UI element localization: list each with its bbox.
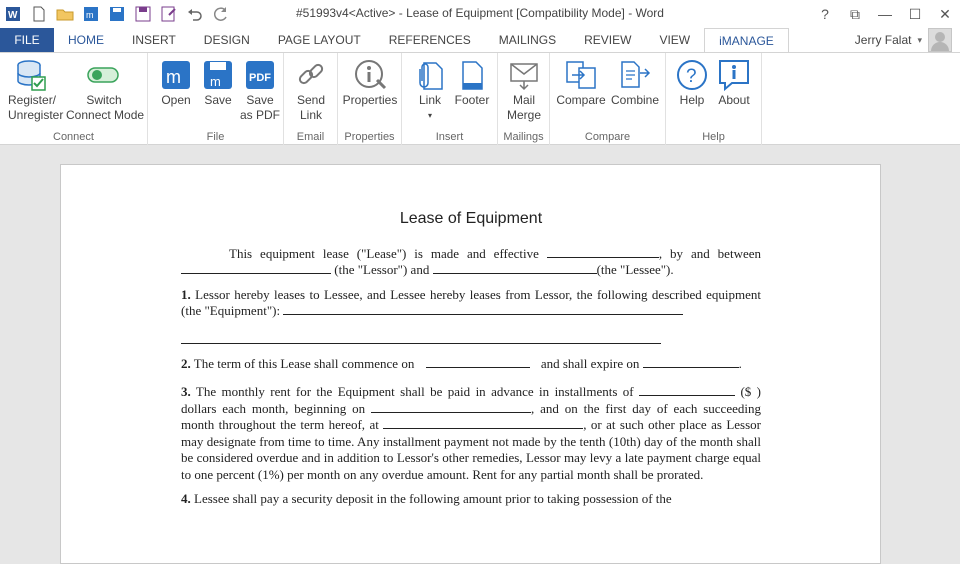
group-label-help: Help <box>702 131 725 143</box>
payment-place-blank <box>383 417 583 429</box>
sendlink-label-1: Send <box>296 93 326 107</box>
title-bar <box>0 0 960 28</box>
combine-icon <box>610 57 660 93</box>
sendlink-label-2: Link <box>299 108 322 122</box>
commence-date-blank <box>426 356 530 368</box>
beginning-date-blank <box>371 401 531 413</box>
mailmerge-label-1: Mail <box>512 93 535 107</box>
envelope-merge-icon <box>502 57 546 93</box>
saveaspdf-label-2: as PDF <box>239 108 280 122</box>
svg-text:PDF: PDF <box>249 72 271 84</box>
open-button[interactable] <box>154 57 198 108</box>
imanage-save-icon[interactable] <box>104 1 130 27</box>
paragraph-4: 4. Lessee shall pay a security deposit in the following amount prior to taking possession of the <box>181 491 672 506</box>
open-folder-icon[interactable] <box>52 1 78 27</box>
equipment-blank <box>283 303 683 315</box>
tab-file[interactable]: FILE <box>0 28 54 52</box>
tab-imanage[interactable]: iMANAGE <box>704 28 789 53</box>
tab-references[interactable]: REFERENCES <box>388 33 471 47</box>
redo-icon[interactable] <box>208 1 234 27</box>
mailmerge-label-2: Merge <box>506 108 541 122</box>
undo-icon[interactable] <box>182 1 208 27</box>
group-file <box>148 53 284 145</box>
save-icon[interactable] <box>130 1 156 27</box>
paragraph-1: 1. Lessor hereby leases to Lessee, and Lessee hereby leases from Lessor, the following described equipment (the "Equipment"): <box>181 286 762 318</box>
word-icon[interactable] <box>0 1 26 27</box>
group-connect <box>0 53 148 145</box>
tab-design[interactable]: DESIGN <box>203 33 250 47</box>
mail-merge-button[interactable] <box>502 57 546 123</box>
combine-button[interactable] <box>610 57 660 108</box>
svg-text:m: m <box>166 67 181 87</box>
group-help <box>666 53 762 145</box>
properties-button[interactable] <box>341 57 399 108</box>
imanage-open-icon <box>154 57 198 93</box>
paragraph-intro: This equipment lease ("Lease") is made and effective , by and between (the "Lessor") and (the "Lessee"). <box>181 246 761 279</box>
paragraph-3: 3. The monthly rent for the Equipment shall be paid in advance in installments of ($ ) dollars each month, beginning on , and on the first day of each succeeding month throughout the term hereof, at , or at such other place as Lessor may designate from time to time. Any installment payment not made by the tenth (10th) day of the month shall be considered overdue and in addition to Lessor's other remedies, Lessor may levy a late payment charge equal to one percent (1%) per month on any overdue amount. Rent for any partial month shall be prorated. <box>181 384 762 482</box>
about-label: About <box>718 93 750 107</box>
document-title: Lease of Equipment <box>399 210 543 227</box>
group-label-mailings: Mailings <box>503 131 544 143</box>
compare-icon <box>556 57 606 93</box>
group-properties <box>338 53 402 145</box>
expire-date-blank <box>643 356 739 368</box>
ribbon-tabs <box>0 28 960 52</box>
link-chain-icon <box>289 57 333 93</box>
save-button[interactable] <box>196 57 240 108</box>
paperclip-icon <box>408 57 452 93</box>
group-label-properties: Properties <box>344 131 395 143</box>
tab-page-layout[interactable]: PAGE LAYOUT <box>277 33 361 47</box>
tab-review[interactable]: REVIEW <box>584 33 632 47</box>
group-label-insert: Insert <box>435 131 464 143</box>
link-dropdown-icon[interactable]: ▾ <box>427 111 432 120</box>
group-compare <box>550 53 666 145</box>
equipment-blank-line <box>181 328 661 344</box>
document-area <box>0 146 960 542</box>
open-label: Open <box>161 93 191 107</box>
combine-label: Combine <box>610 93 660 107</box>
tab-insert[interactable]: INSERT <box>132 33 176 47</box>
new-document-icon[interactable] <box>26 1 52 27</box>
footer-label: Footer <box>454 93 490 107</box>
window-title: #51993v4<Active> - Lease of Equipment [Compatibility Mode] - Word <box>296 6 664 20</box>
lessee-blank <box>433 262 597 274</box>
toggle-icon <box>66 57 142 93</box>
tab-home[interactable]: HOME <box>68 33 104 47</box>
send-link-button[interactable] <box>289 57 333 123</box>
ribbon-display-icon[interactable]: ⧉ <box>850 5 860 22</box>
installment-amount-blank <box>639 384 735 396</box>
avatar <box>928 28 952 52</box>
close-icon[interactable]: ✕ <box>939 5 951 22</box>
maximize-icon[interactable]: ☐ <box>908 5 922 22</box>
switch-label-1: Switch <box>86 93 122 107</box>
database-icon <box>8 57 54 93</box>
footer-button[interactable] <box>450 57 494 108</box>
register-label-2: Unregister <box>8 108 64 122</box>
svg-text:?: ? <box>686 66 697 87</box>
quick-access-toolbar <box>0 0 234 28</box>
compare-label: Compare <box>556 93 606 107</box>
save-as-icon[interactable] <box>156 1 182 27</box>
svg-text:W: W <box>8 10 18 21</box>
switch-connect-mode-button[interactable] <box>66 57 145 123</box>
properties-label: Properties <box>342 93 398 107</box>
group-label-file: File <box>206 131 225 143</box>
info-bubble-icon <box>712 57 756 93</box>
about-button[interactable] <box>712 57 756 108</box>
group-mailings <box>498 53 550 145</box>
imanage-open-icon[interactable] <box>78 1 104 27</box>
svg-text:m: m <box>86 10 94 20</box>
chevron-down-icon: ▾ <box>917 34 922 45</box>
pdf-icon <box>238 57 282 93</box>
user-name: Jerry Falat <box>854 33 912 47</box>
compare-button[interactable] <box>556 57 606 108</box>
imanage-save-icon <box>196 57 240 93</box>
register-unregister-button[interactable] <box>8 57 64 123</box>
register-label-1: Register/ <box>8 93 57 107</box>
question-circle-icon <box>670 57 714 93</box>
footer-icon <box>450 57 494 93</box>
saveaspdf-label-1: Save <box>246 93 274 107</box>
tab-view[interactable]: VIEW <box>659 33 691 47</box>
save-label: Save <box>204 93 232 107</box>
effective-date-blank <box>547 246 659 258</box>
minimize-icon[interactable]: — <box>878 6 892 22</box>
group-label-connect: Connect <box>53 131 94 143</box>
link-button[interactable] <box>408 57 452 123</box>
info-properties-icon <box>341 57 399 93</box>
tab-mailings[interactable]: MAILINGS <box>498 33 557 47</box>
help-label: Help <box>679 93 705 107</box>
help-question-icon[interactable]: ? <box>821 6 829 22</box>
document-body[interactable] <box>181 211 761 516</box>
group-label-compare: Compare <box>584 131 631 143</box>
save-as-pdf-button[interactable] <box>238 57 282 123</box>
document-page[interactable] <box>60 164 881 564</box>
switch-label-2: Connect Mode <box>66 108 145 122</box>
paragraph-2: 2. The term of this Lease shall commence on and shall expire on . <box>181 355 742 371</box>
window-controls <box>810 0 960 28</box>
svg-text:m: m <box>210 74 221 89</box>
group-email <box>284 53 338 145</box>
group-insert <box>402 53 498 145</box>
group-label-email: Email <box>296 131 325 143</box>
ribbon <box>0 52 960 145</box>
user-account[interactable] <box>855 28 952 52</box>
lessor-blank <box>181 262 331 274</box>
link-label: Link <box>418 93 441 107</box>
help-button[interactable] <box>670 57 714 108</box>
